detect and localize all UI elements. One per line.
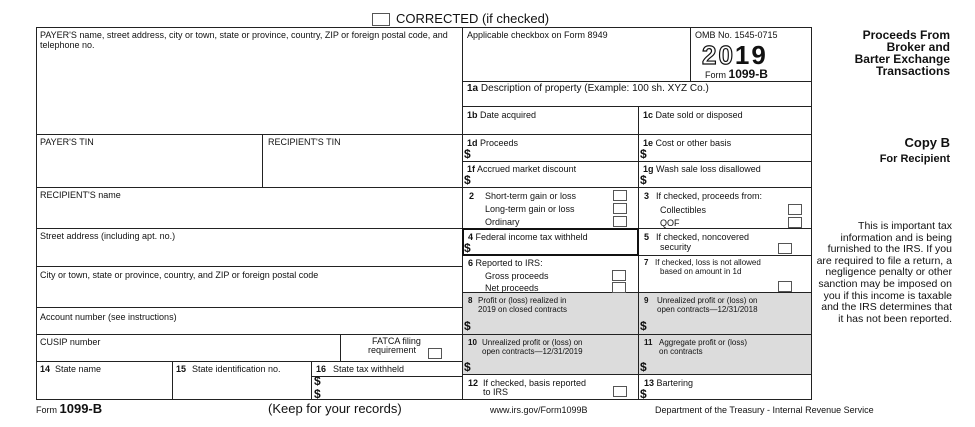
box3-qof-label: QOF	[660, 218, 680, 228]
box6-number: 6	[468, 258, 474, 268]
omb-form-number: 1099-B	[728, 67, 768, 81]
box9-label-2: open contracts—12/31/2018	[657, 305, 758, 314]
form-title	[814, 29, 950, 77]
box8-label-2: 2019 on closed contracts	[478, 305, 567, 314]
footer-keep-records: (Keep for your records)	[268, 401, 402, 416]
box2-long-label: Long-term gain or loss	[485, 204, 575, 214]
corrected-checkbox[interactable]	[372, 13, 390, 26]
box7-label-1: If checked, loss is not allowed	[655, 258, 761, 267]
omb-form-prefix: Form	[705, 70, 726, 80]
box2-number: 2	[469, 191, 475, 201]
box7-number: 7	[644, 258, 649, 267]
box7-checkbox[interactable]	[778, 281, 792, 292]
box2-short-label: Short-term gain or loss	[485, 191, 577, 201]
recipient-tin-label: RECIPIENT'S TIN	[268, 137, 341, 147]
box16-dollar-2: $	[314, 387, 321, 401]
box6-gross-label: Gross proceeds	[485, 271, 549, 281]
street-address-field[interactable]	[37, 242, 461, 265]
box2-long-checkbox[interactable]	[613, 203, 627, 214]
payer-tin-label: PAYER'S TIN	[40, 137, 94, 147]
box14-label: State name	[55, 364, 102, 374]
box8-label-1: Profit or (loss) realized in	[478, 296, 567, 305]
box10-label-2: open contracts—12/31/2019	[482, 347, 583, 356]
box12-number: 12	[468, 378, 479, 388]
box11-label-2: on contracts	[659, 347, 703, 356]
box14-number: 14	[40, 364, 51, 374]
box10-number: 10	[468, 338, 477, 347]
box11-label-1: Aggregate profit or (loss)	[659, 338, 748, 347]
payer-name-label: PAYER'S name, street address, city or town, state or province, country, ZIP or foreign postal code, and telephone no.	[40, 30, 448, 50]
recipient-tin-field[interactable]	[263, 148, 461, 186]
box1a-field[interactable]	[463, 95, 810, 105]
box12-checkbox[interactable]	[613, 386, 627, 397]
box3-qof-checkbox[interactable]	[788, 217, 802, 228]
box11-dollar: $	[640, 360, 647, 374]
box6-net-label: Net proceeds	[485, 283, 539, 293]
box2-ordinary-label: Ordinary	[485, 217, 520, 227]
box1e-label	[643, 138, 731, 148]
box6-text: Reported to IRS:	[475, 258, 543, 268]
box1e-dollar: $	[640, 147, 647, 161]
box1a-number: 1a	[467, 83, 479, 94]
box16-dollar-1: $	[314, 374, 321, 388]
box12-label-1: If checked, basis reported	[483, 378, 587, 388]
copy-title: Copy B	[904, 135, 950, 150]
recipient-name-field[interactable]	[37, 201, 461, 227]
footer-department: Department of the Treasury - Internal Revenue Service	[655, 405, 874, 415]
box15-number: 15	[176, 364, 187, 374]
box14-field[interactable]	[37, 375, 171, 398]
form-8949-field[interactable]	[463, 42, 689, 80]
street-address-label: Street address (including apt. no.)	[40, 231, 176, 241]
copy-subtitle: For Recipient	[879, 153, 950, 165]
box1g-dollar: $	[640, 173, 647, 187]
box6-label	[468, 258, 543, 268]
box1b-number: 1b	[467, 110, 478, 120]
box5-label-1: If checked, noncovered	[656, 232, 750, 242]
city-field[interactable]	[37, 281, 461, 306]
box9-label-1: Unrealized profit or (loss) on	[657, 296, 758, 305]
corrected-label: CORRECTED (if checked)	[396, 11, 550, 26]
box1f-label	[467, 164, 576, 174]
box1e-text: Cost or other basis	[655, 138, 732, 148]
box1d-number: 1d	[467, 138, 478, 148]
box3-collectibles-label: Collectibles	[660, 205, 707, 215]
account-number-label: Account number (see instructions)	[40, 312, 177, 322]
box6-gross-checkbox[interactable]	[612, 270, 626, 281]
city-label: City or town, state or province, country, and ZIP or foreign postal code	[40, 270, 319, 280]
fatca-label-1: FATCA filing	[372, 336, 421, 346]
cusip-field[interactable]	[37, 348, 339, 360]
box1b-field[interactable]	[463, 121, 637, 133]
box1e-number: 1e	[643, 138, 654, 148]
box7-label-2: based on amount in 1d	[660, 267, 742, 276]
box6-net-checkbox[interactable]	[612, 282, 626, 293]
box2-ordinary-checkbox[interactable]	[613, 216, 627, 227]
box4-number: 4	[468, 232, 474, 242]
box1d-text: Proceeds	[480, 138, 519, 148]
box13-text: Bartering	[656, 378, 694, 388]
box1a-text: Description of property (Example: 100 sh. XYZ Co.)	[480, 83, 709, 94]
tax-year	[702, 42, 768, 68]
box13-dollar: $	[640, 387, 647, 401]
box9-number: 9	[644, 296, 649, 305]
box4-dollar: $	[464, 241, 471, 255]
payer-name-field[interactable]	[37, 52, 461, 133]
box1g-label	[643, 164, 761, 174]
box1c-text: Date sold or disposed	[655, 110, 743, 120]
box16-label: State tax withheld	[333, 364, 405, 374]
omb-form-name	[705, 68, 768, 81]
tax-year-prefix: 20	[702, 40, 735, 70]
box11-number: 11	[644, 338, 653, 347]
box1c-field[interactable]	[639, 121, 810, 133]
box4-label	[468, 232, 588, 242]
omb-number: OMB No. 1545-0715	[695, 30, 778, 40]
form-title-line-3: Barter Exchange	[854, 52, 950, 66]
box1f-dollar: $	[464, 173, 471, 187]
box9-dollar: $	[640, 319, 647, 333]
box1c-number: 1c	[643, 110, 654, 120]
box1f-number: 1f	[467, 164, 476, 174]
form-8949-checkbox-label: Applicable checkbox on Form 8949	[467, 30, 608, 40]
box5-number: 5	[644, 232, 650, 242]
box13-label	[644, 378, 693, 388]
box1g-number: 1g	[643, 164, 654, 174]
box3-number: 3	[644, 191, 650, 201]
box1d-label	[467, 138, 518, 148]
form-title-line-2: Broker and	[886, 40, 950, 54]
box2-short-checkbox[interactable]	[613, 190, 627, 201]
box10-dollar: $	[464, 360, 471, 374]
footer-form	[36, 402, 102, 417]
fatca-label-2: requirement	[368, 345, 417, 355]
box1a-label	[467, 84, 709, 94]
box8-dollar: $	[464, 319, 471, 333]
form-title-line-1: Proceeds From	[862, 28, 950, 42]
box8-number: 8	[468, 296, 473, 305]
box16-number: 16	[316, 364, 327, 374]
box1g-text: Wash sale loss disallowed	[656, 164, 761, 174]
copy-notice: This is important tax information and is being furnished to the IRS. If you are required to file a return, a negligence penalty or other sanction may be imposed on you if this income is taxable and the IRS determines that it has not been reported.	[816, 220, 952, 325]
box3-collectibles-checkbox[interactable]	[788, 204, 802, 215]
box4-text: Federal income tax withheld	[475, 232, 588, 242]
box15-label: State identification no.	[192, 364, 281, 374]
cusip-label: CUSIP number	[40, 337, 101, 347]
box10-label-1: Unrealized profit or (loss) on	[482, 338, 583, 347]
box5-checkbox[interactable]	[778, 243, 792, 254]
box1b-label	[467, 110, 536, 120]
box5-label-2: security	[660, 242, 692, 252]
box3-label: If checked, proceeds from:	[656, 191, 763, 201]
box12-label-2: to IRS	[483, 387, 509, 397]
tax-year-suffix: 19	[734, 40, 768, 70]
fatca-checkbox[interactable]	[428, 348, 442, 359]
footer-form-prefix: Form	[36, 405, 57, 415]
recipient-name-label: RECIPIENT'S name	[40, 190, 121, 200]
footer-url: www.irs.gov/Form1099B	[490, 405, 588, 415]
box13-number: 13	[644, 378, 655, 388]
box1c-label	[643, 110, 743, 120]
payer-tin-field[interactable]	[37, 148, 261, 186]
box1f-text: Accrued market discount	[477, 164, 577, 174]
account-number-field[interactable]	[37, 322, 461, 333]
box1d-dollar: $	[464, 147, 471, 161]
form-title-line-4: Transactions	[875, 64, 950, 78]
box1b-text: Date acquired	[480, 110, 537, 120]
footer-form-number: 1099-B	[59, 401, 103, 416]
box15-field[interactable]	[173, 375, 310, 398]
